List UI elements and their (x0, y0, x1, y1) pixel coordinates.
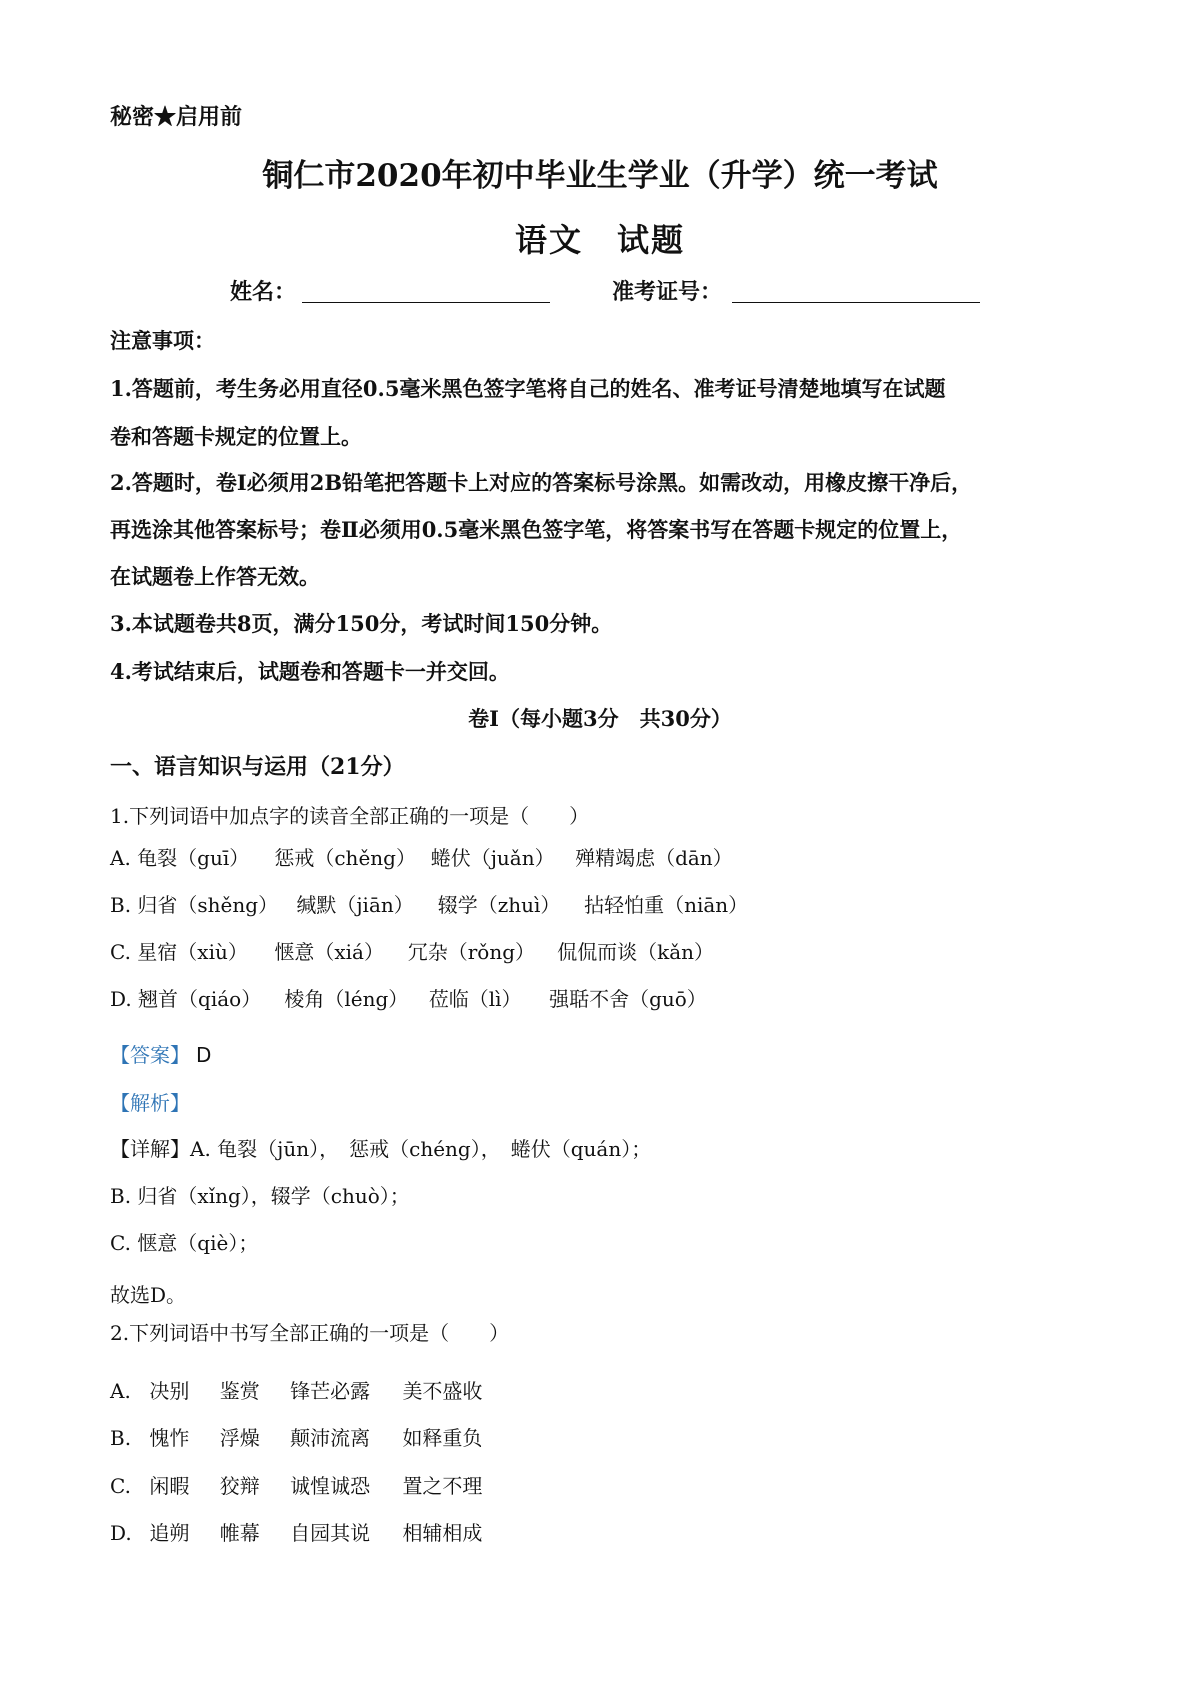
notes-heading: 注意事项： (110, 328, 215, 353)
detail-line: 故选D。 (110, 1283, 187, 1307)
option-word: 愧怍 (149, 1426, 190, 1450)
option-word: 诚惶诚恐 (290, 1474, 371, 1498)
analysis-tag: 【解析】 (110, 1091, 190, 1115)
q1-option-d[interactable] (110, 983, 707, 1012)
option-word: D. 翘首（qiáo） (110, 987, 262, 1011)
question-2-stem: 2.下列词语中书写全部正确的一项是（ ） (110, 1321, 510, 1345)
option-letter: A. (110, 1379, 131, 1403)
option-word: 决别 (149, 1379, 190, 1403)
option-word: 冗杂（rǒng） (407, 940, 536, 964)
note-line: 2.答题时，卷Ⅰ必须用2B铅笔把答题卡上对应的答案标号涂黑。如需改动，用橡皮擦干净后， (110, 470, 973, 495)
option-word: C. 星宿（xiù） (110, 940, 248, 964)
option-word: 如释重负 (402, 1426, 483, 1450)
option-word: 惩戒（chěng） (274, 846, 416, 870)
option-word: 帷幕 (219, 1521, 260, 1545)
option-letter: D. (110, 1521, 132, 1545)
option-word: 美不盛收 (402, 1379, 483, 1403)
option-word: 惬意（xiá） (274, 940, 384, 964)
option-word: 莅临（lì） (428, 987, 522, 1011)
q1-option-a[interactable] (110, 842, 733, 871)
exam-title: 铜仁市2020年初中毕业生学业（升学）统一考试 (262, 158, 938, 194)
secret-label: 秘密★启用前 (110, 104, 243, 130)
detail-line: 【详解】A. 龟裂（jūn）， 惩戒（chéng）， 蜷伏（quán）； (110, 1137, 652, 1161)
exam-number-label: 准考证号： (612, 279, 723, 305)
q1-option-c[interactable] (110, 936, 714, 965)
q2-option-b[interactable] (110, 1422, 482, 1451)
option-word: 置之不理 (402, 1474, 483, 1498)
option-word: 殚精竭虑（dān） (575, 846, 733, 870)
note-line: 在试题卷上作答无效。 (110, 564, 320, 589)
answer-line (110, 1039, 211, 1068)
question-1-stem: 1.下列词语中加点字的读音全部正确的一项是（ ） (110, 804, 590, 828)
note-line: 3.本试题卷共8页，满分150分，考试时间150分钟。 (110, 611, 613, 636)
answer-tag: 【答案】 (110, 1043, 190, 1067)
answer-value: D (196, 1043, 212, 1067)
option-word: 颠沛流离 (290, 1426, 371, 1450)
q1-option-b[interactable] (110, 889, 748, 918)
option-word: 鉴赏 (219, 1379, 260, 1403)
q2-option-c[interactable] (110, 1470, 482, 1499)
option-word: 自园其说 (290, 1521, 371, 1545)
note-line: 4.考试结束后，试题卷和答题卡一并交回。 (110, 659, 510, 684)
q2-option-a[interactable] (110, 1375, 482, 1404)
option-word: 缄默（jiān） (296, 893, 414, 917)
exam-subtitle: 语文 试题 (514, 221, 685, 259)
option-letter: B. (110, 1426, 132, 1450)
option-word: 拈轻怕重（niān） (584, 893, 749, 917)
option-word: 强聒不舍（guō） (549, 987, 707, 1011)
option-word: 辍学（zhuì） (437, 893, 561, 917)
option-word: A. 龟裂（guī） (110, 846, 250, 870)
detail-line: C. 惬意（qiè）； (110, 1231, 259, 1255)
option-word: 相辅相成 (402, 1521, 483, 1545)
detail-line: B. 归省（xǐng），辍学（chuò）； (110, 1184, 410, 1208)
option-word: 浮燥 (219, 1426, 260, 1450)
option-word: 追朔 (149, 1521, 190, 1545)
name-blank-line[interactable] (302, 302, 550, 303)
name-label: 姓名： (230, 279, 297, 305)
option-word: 侃侃而谈（kǎn） (557, 940, 715, 964)
option-word: 棱角（léng） (284, 987, 409, 1011)
option-word: B. 归省（shěng） (110, 893, 279, 917)
q2-option-d[interactable] (110, 1517, 482, 1546)
note-line: 1.答题前，考生务必用直径0.5毫米黑色签字笔将自己的姓名、准考证号清楚地填写在试题 (110, 376, 946, 401)
note-line: 再选涂其他答案标号；卷Ⅱ必须用0.5毫米黑色签字笔，将答案书写在答题卡规定的位置上， (110, 517, 963, 542)
part1-heading: 一、语言知识与运用（21分） (110, 754, 405, 780)
option-word: 锋芒必露 (290, 1379, 371, 1403)
section-title: 卷Ⅰ（每小题3分 共30分） (468, 706, 732, 731)
exam-number-blank-line[interactable] (732, 302, 980, 303)
note-line: 卷和答题卡规定的位置上。 (110, 424, 362, 449)
option-word: 蜷伏（juǎn） (430, 846, 555, 870)
option-word: 狡辩 (219, 1474, 260, 1498)
option-letter: C. (110, 1474, 131, 1498)
option-word: 闲暇 (149, 1474, 190, 1498)
